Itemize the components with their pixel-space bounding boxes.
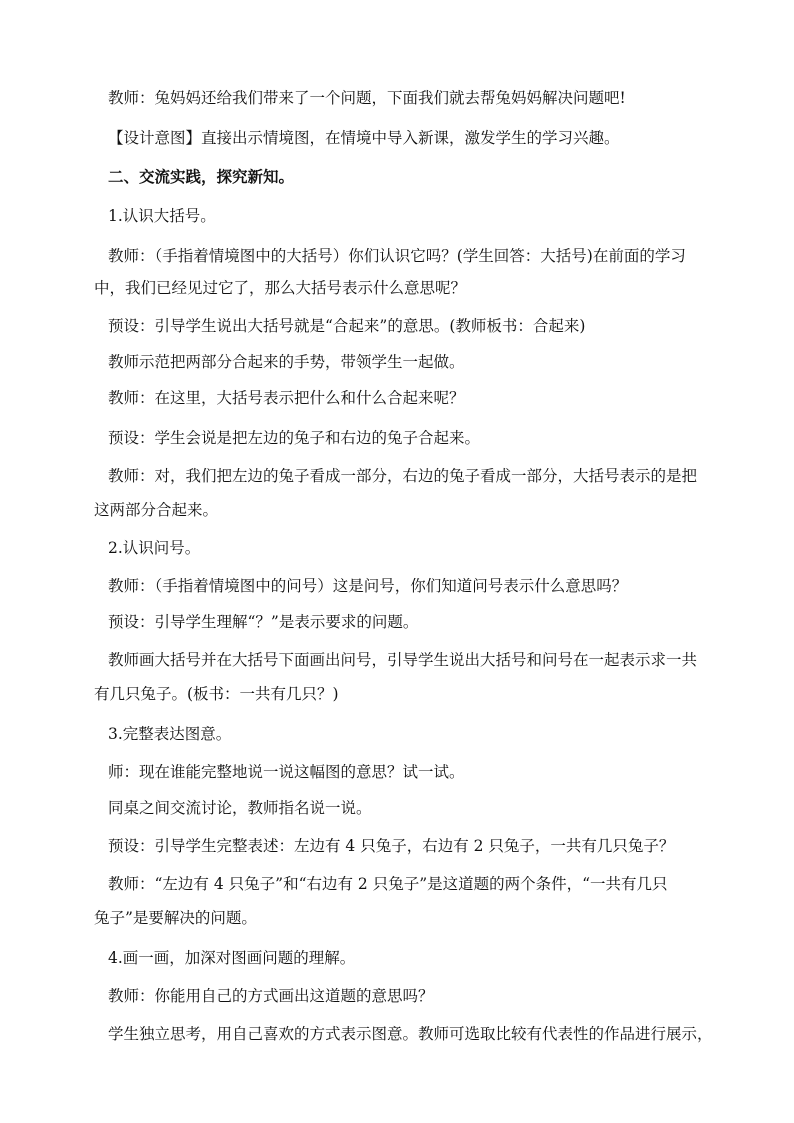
subheading-question-mark: 2.认识问号。 [108,539,201,557]
subheading-brace: 1.认识大括号。 [108,207,216,225]
paragraph-preset-combine: 预设：引导学生说出大括号就是“合起来”的意思。(教师板书：合起来) [108,317,586,335]
subheading-draw: 4.画一画，加深对图画问题的理解。 [108,949,356,967]
paragraph-preset-question-mark: 预设：引导学生理解“？”是表示要求的问题。 [108,613,419,631]
section-heading-2: 二、交流实践，探究新知。 [108,167,295,186]
paragraph-teacher-brace-2: 中，我们已经见过它了，那么大括号表示什么意思呢？ [94,279,467,297]
paragraph-teacher-brace-1: 教师：（手指着情境图中的大括号）你们认识它吗？(学生回答：大括号)在前面的学习 [108,247,686,265]
paragraph-teacher-draw-2: 有几只兔子。(板书：一共有几只？) [94,685,339,703]
paragraph-teacher-draw-own: 教师：你能用自己的方式画出这道题的意思吗？ [108,987,434,1005]
paragraph-teacher-try: 师：现在谁能完整地说一说这幅图的意思？试一试。 [108,763,465,781]
paragraph-teacher-conditions-2: 兔子”是要解决的问题。 [94,909,257,927]
paragraph-teacher-question-mark: 教师：（手指着情境图中的问号）这是问号，你们知道问号表示什么意思吗？ [108,577,628,595]
paragraph-teacher-parts-2: 这两部分合起来。 [94,501,219,519]
paragraph-deskmate-discuss: 同桌之间交流讨论，教师指名说一说。 [108,799,372,817]
paragraph-design-intent: 【设计意图】直接出示情境图，在情境中导入新课，激发学生的学习兴趣。 [108,129,620,147]
paragraph-teacher-question: 教师：在这里，大括号表示把什么和什么合起来呢？ [108,389,465,407]
paragraph-students-think: 学生独立思考，用自己喜欢的方式表示图意。教师可选取比较有代表性的作品进行展示， [108,1025,713,1043]
paragraph-teacher-draw-1: 教师画大括号并在大括号下面画出问号，引导学生说出大括号和问号在一起表示求一共 [108,651,698,669]
paragraph-intro-question: 教师：兔妈妈还给我们带来了一个问题，下面我们就去帮兔妈妈解决问题吧! [108,89,626,107]
paragraph-teacher-parts-1: 教师：对，我们把左边的兔子看成一部分，右边的兔子看成一部分，大括号表示的是把 [108,467,698,485]
paragraph-teacher-gesture: 教师示范把两部分合起来的手势，带领学生一起做。 [108,353,465,371]
paragraph-preset-express: 预设：引导学生完整表述：左边有 4 只兔子，右边有 2 只兔子，一共有几只兔子？ [108,837,675,855]
subheading-express: 3.完整表达图意。 [108,725,232,743]
paragraph-teacher-conditions-1: 教师：“左边有 4 只兔子”和“右边有 2 只兔子”是这道题的两个条件，“一共有几只 [108,875,668,893]
paragraph-preset-rabbits: 预设：学生会说是把左边的兔子和右边的兔子合起来。 [108,429,481,447]
